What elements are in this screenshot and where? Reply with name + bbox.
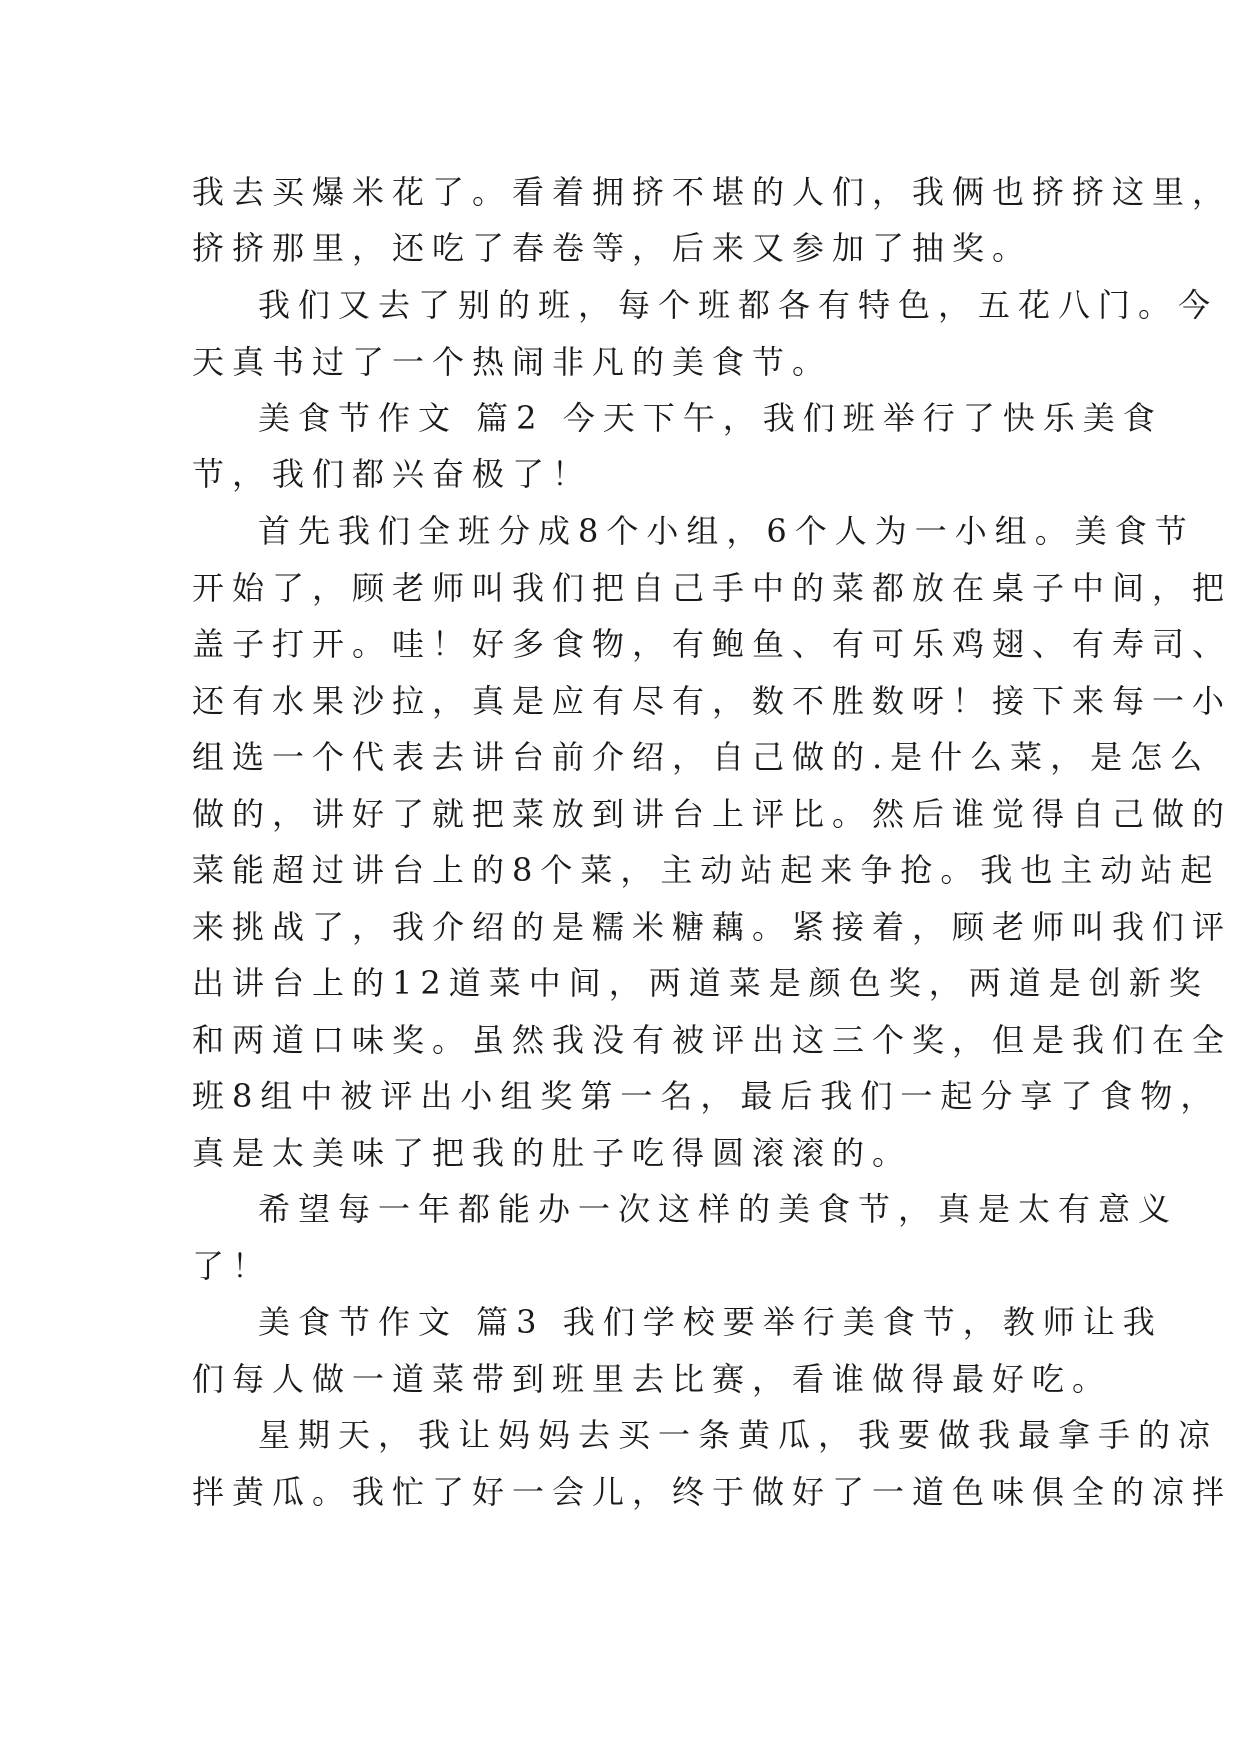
section-heading-line: 美食节作文 篇3 我们学校要举行美食节，教师让我 <box>258 1303 1163 1341</box>
text-line: 星期天，我让妈妈去买一条黄瓜，我要做我最拿手的凉 <box>258 1416 1219 1454</box>
text-line: 我去买爆米花了。看着拥挤不堪的人们，我俩也挤挤这里， <box>192 173 1233 211</box>
text-line: 节，我们都兴奋极了！ <box>192 455 593 493</box>
text-line: 拌黄瓜。我忙了好一会儿，终于做好了一道色味俱全的凉拌 <box>192 1473 1233 1511</box>
text-line: 出讲台上的12道菜中间，两道菜是颜色奖，两道是创新奖 <box>192 964 1209 1002</box>
text-line: 来挑战了，我介绍的是糯米糖藕。紧接着，顾老师叫我们评 <box>192 908 1233 946</box>
text-line: 们每人做一道菜带到班里去比赛，看谁做得最好吃。 <box>192 1360 1113 1398</box>
text-line: 天真书过了一个热闹非凡的美食节。 <box>192 343 833 381</box>
text-line: 盖子打开。哇！好多食物，有鲍鱼、有可乐鸡翅、有寿司、 <box>192 625 1233 663</box>
text-line: 我们又去了别的班，每个班都各有特色，五花八门。今 <box>258 286 1219 324</box>
text-line: 还有水果沙拉，真是应有尽有，数不胜数呀！接下来每一小 <box>192 682 1233 720</box>
text-line: 真是太美味了把我的肚子吃得圆滚滚的。 <box>192 1134 913 1172</box>
text-line: 组选一个代表去讲台前介绍，自己做的.是什么菜，是怎么 <box>192 738 1211 776</box>
text-line: 挤挤那里，还吃了春卷等，后来又参加了抽奖。 <box>192 229 1033 267</box>
text-line: 了！ <box>192 1247 273 1285</box>
text-line: 和两道口味奖。虽然我没有被评出这三个奖，但是我们在全 <box>192 1021 1233 1059</box>
text-line: 菜能超过讲台上的8个菜，主动站起来争抢。我也主动站起 <box>192 851 1221 889</box>
text-line: 开始了，顾老师叫我们把自己手中的菜都放在桌子中间，把 <box>192 569 1233 607</box>
section-heading-line: 美食节作文 篇2 今天下午，我们班举行了快乐美食 <box>258 399 1163 437</box>
text-line: 希望每一年都能办一次这样的美食节，真是太有意义 <box>258 1190 1179 1228</box>
text-line: 做的，讲好了就把菜放到讲台上评比。然后谁觉得自己做的 <box>192 795 1233 833</box>
text-line: 班8组中被评出小组奖第一名，最后我们一起分享了食物， <box>192 1077 1221 1115</box>
text-line: 首先我们全班分成8个小组，6个人为一小组。美食节 <box>258 512 1195 550</box>
